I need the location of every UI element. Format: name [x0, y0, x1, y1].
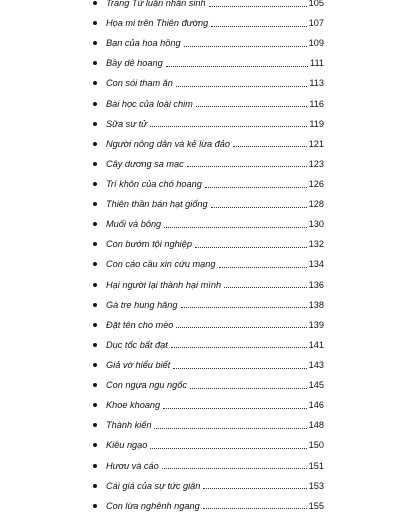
dot-leader	[211, 207, 307, 208]
toc-entry	[0, 13, 400, 33]
toc-entry-title: Dục tốc bất đạt	[106, 339, 168, 350]
toc-entry-line	[106, 73, 324, 93]
toc-entry-line	[106, 335, 324, 355]
dot-leader	[150, 126, 307, 127]
bullet-icon	[93, 363, 97, 367]
toc-entry-page-number: 155	[308, 500, 324, 511]
toc-entry-page-number: 116	[309, 98, 324, 109]
toc-entry-title: Thiên thần bán hạt giống	[106, 199, 208, 210]
toc-entry	[0, 53, 400, 73]
toc-entry-title: Hại người lại thành hại mình	[106, 279, 222, 290]
toc-entry-page-number: 121	[308, 138, 324, 149]
toc-entry	[0, 275, 400, 295]
dot-leader	[187, 166, 307, 167]
bullet-icon	[93, 61, 97, 65]
dot-leader	[219, 267, 307, 268]
toc-entry	[0, 315, 400, 335]
toc-entry-line	[106, 174, 324, 194]
toc-entry-line	[106, 94, 324, 114]
toc-entry	[0, 73, 400, 93]
dot-leader	[166, 66, 308, 67]
toc-entry	[0, 33, 400, 53]
bullet-icon	[93, 1, 97, 5]
toc-entry-title: Kiêu ngạo	[106, 440, 148, 451]
toc-entry-title: Con sói tham ăn	[106, 78, 173, 89]
toc-entry-title: Giả vờ hiểu biết	[106, 360, 171, 371]
bullet-icon	[93, 202, 97, 206]
bullet-icon	[93, 162, 97, 166]
toc-entry	[0, 435, 400, 455]
toc-entry-title: Khoe khoang	[106, 400, 161, 411]
toc-entry	[0, 214, 400, 234]
toc-entry-line	[106, 295, 324, 315]
dot-leader	[203, 488, 306, 489]
bullet-icon	[93, 484, 97, 488]
dot-leader	[205, 187, 307, 188]
toc-entry-title: Muối và bông	[106, 219, 162, 230]
bullet-icon	[93, 283, 97, 287]
bullet-icon	[93, 443, 97, 447]
toc-entry	[0, 194, 400, 214]
dot-leader	[184, 46, 307, 47]
toc-entry-title: Con cáo cầu xin cứu mạng	[106, 259, 216, 270]
toc-entry-line	[106, 134, 324, 154]
toc-entry-page-number: 132	[308, 239, 324, 250]
toc-entry-title: Con lừa nghênh ngang	[106, 500, 200, 511]
bullet-icon	[93, 81, 97, 85]
toc-entry-title: Người nông dân và kẻ lừa đảo	[106, 138, 230, 149]
toc-entry-title: Hươu và cáo	[106, 460, 159, 471]
toc-entry-title: Con ngựa ngu ngốc	[106, 380, 187, 391]
toc-entry-page-number: 136	[308, 279, 324, 290]
toc-entry-title: Đặt tên cho mèo	[106, 319, 174, 330]
toc-entry-page-number: 148	[308, 420, 324, 431]
toc-entry-line	[106, 395, 324, 415]
toc-entry-page-number: 145	[308, 380, 324, 391]
toc-entry-line	[106, 194, 324, 214]
bullet-icon	[93, 242, 97, 246]
toc-entry-page-number: 138	[308, 299, 324, 310]
bullet-icon	[93, 343, 97, 347]
dot-leader	[196, 106, 308, 107]
bullet-icon	[93, 303, 97, 307]
toc-entry	[0, 0, 400, 13]
toc-entry-page-number: 109	[308, 38, 324, 49]
toc-entry-line	[106, 33, 324, 53]
bullet-icon	[93, 102, 97, 106]
toc-entry	[0, 496, 400, 516]
toc-entry-line	[106, 415, 324, 435]
toc-entry-line	[106, 315, 324, 335]
bullet-icon	[93, 323, 97, 327]
toc-entry	[0, 254, 400, 274]
toc-entry-line	[106, 496, 324, 516]
toc-entry	[0, 114, 400, 134]
toc-entry-title: Thành kiến	[106, 420, 152, 431]
toc-entry-line	[106, 435, 324, 455]
toc-entry-page-number: 111	[310, 58, 324, 69]
toc-entry	[0, 174, 400, 194]
dot-leader	[195, 247, 307, 248]
toc-entry-line	[106, 355, 324, 375]
toc-entry-line	[106, 114, 324, 134]
bullet-icon	[93, 142, 97, 146]
bullet-icon	[93, 262, 97, 266]
toc-entry-page-number: 126	[308, 179, 324, 190]
toc-entry-page-number: 146	[308, 400, 324, 411]
toc-entry-line	[106, 154, 324, 174]
toc-entry-title: Bạn của hoa hồng	[106, 38, 181, 49]
toc-entry	[0, 415, 400, 435]
toc-entry	[0, 476, 400, 496]
toc-entry-title: Gà tre hung hăng	[106, 299, 178, 310]
bullet-icon	[93, 403, 97, 407]
toc-entry	[0, 234, 400, 254]
toc-entry-page-number: 130	[308, 219, 324, 230]
dot-leader	[173, 368, 306, 369]
toc-entry-line	[106, 375, 324, 395]
bullet-icon	[93, 222, 97, 226]
toc-entry-page-number: 153	[308, 480, 324, 491]
toc-entry	[0, 134, 400, 154]
toc-entry-page-number: 105	[308, 0, 324, 9]
dot-leader	[176, 327, 306, 328]
toc-entry-page-number: 134	[308, 259, 324, 270]
toc-entry-title: Sữa sư tử	[106, 118, 147, 129]
toc-entry-title: Bầy dê hoang	[106, 58, 163, 69]
toc-entry	[0, 355, 400, 375]
dot-leader	[233, 146, 307, 147]
dot-leader	[181, 307, 307, 308]
toc-entry-page-number: 128	[308, 199, 324, 210]
dot-leader	[176, 86, 307, 87]
toc-entry-line	[106, 13, 324, 33]
dot-leader	[163, 408, 307, 409]
bullet-icon	[93, 504, 97, 508]
bullet-icon	[93, 464, 97, 468]
toc-entry-line	[106, 234, 324, 254]
dot-leader	[150, 448, 306, 449]
dot-leader	[224, 287, 307, 288]
dot-leader	[209, 6, 307, 7]
dot-leader	[162, 468, 307, 469]
toc-entry-title: Trí khôn của chó hoang	[106, 179, 202, 190]
bullet-icon	[93, 182, 97, 186]
bullet-icon	[93, 21, 97, 25]
toc-entry-line	[106, 0, 324, 13]
toc-entry-page-number: 151	[308, 460, 324, 471]
toc-entry-page-number: 107	[308, 18, 324, 29]
toc-entry-title: Cái giá của sự tức giận	[106, 480, 201, 491]
toc-entry-line	[106, 275, 324, 295]
toc-entry-line	[106, 214, 324, 234]
toc-entry	[0, 456, 400, 476]
toc-entry-page-number: 141	[308, 339, 324, 350]
bullet-icon	[93, 122, 97, 126]
toc-entry-line	[106, 53, 324, 73]
toc-entry	[0, 154, 400, 174]
dot-leader	[211, 26, 306, 27]
toc-entry-page-number: 113	[309, 78, 324, 89]
dot-leader	[164, 227, 306, 228]
toc-entry-page-number: 143	[308, 360, 324, 371]
toc-entry-page-number: 123	[308, 158, 324, 169]
toc-entry-line	[106, 456, 324, 476]
bullet-icon	[93, 41, 97, 45]
toc-entry-page-number: 139	[308, 319, 324, 330]
toc-entry	[0, 375, 400, 395]
toc-entry-title: Bài học của loài chim	[106, 98, 193, 109]
dot-leader	[171, 347, 307, 348]
toc-entry-page-number: 150	[308, 440, 324, 451]
toc-entry-line	[106, 254, 324, 274]
bullet-icon	[93, 423, 97, 427]
toc-entry	[0, 94, 400, 114]
toc-entry-title: Cây dương sa mạc	[106, 158, 184, 169]
toc-entry-line	[106, 476, 324, 496]
toc-entry-page-number: 119	[309, 118, 324, 129]
dot-leader	[203, 508, 307, 509]
toc-entry-title: Họa mi trên Thiên đường	[106, 18, 209, 29]
toc-entry	[0, 395, 400, 415]
toc-entry-title: Trang Tử luận nhân sinh	[106, 0, 206, 9]
dot-leader	[154, 428, 306, 429]
bullet-icon	[93, 383, 97, 387]
dot-leader	[190, 388, 307, 389]
toc-entry-title: Con bướm tội nghiệp	[106, 239, 192, 250]
toc-entry	[0, 335, 400, 355]
toc-entry	[0, 295, 400, 315]
